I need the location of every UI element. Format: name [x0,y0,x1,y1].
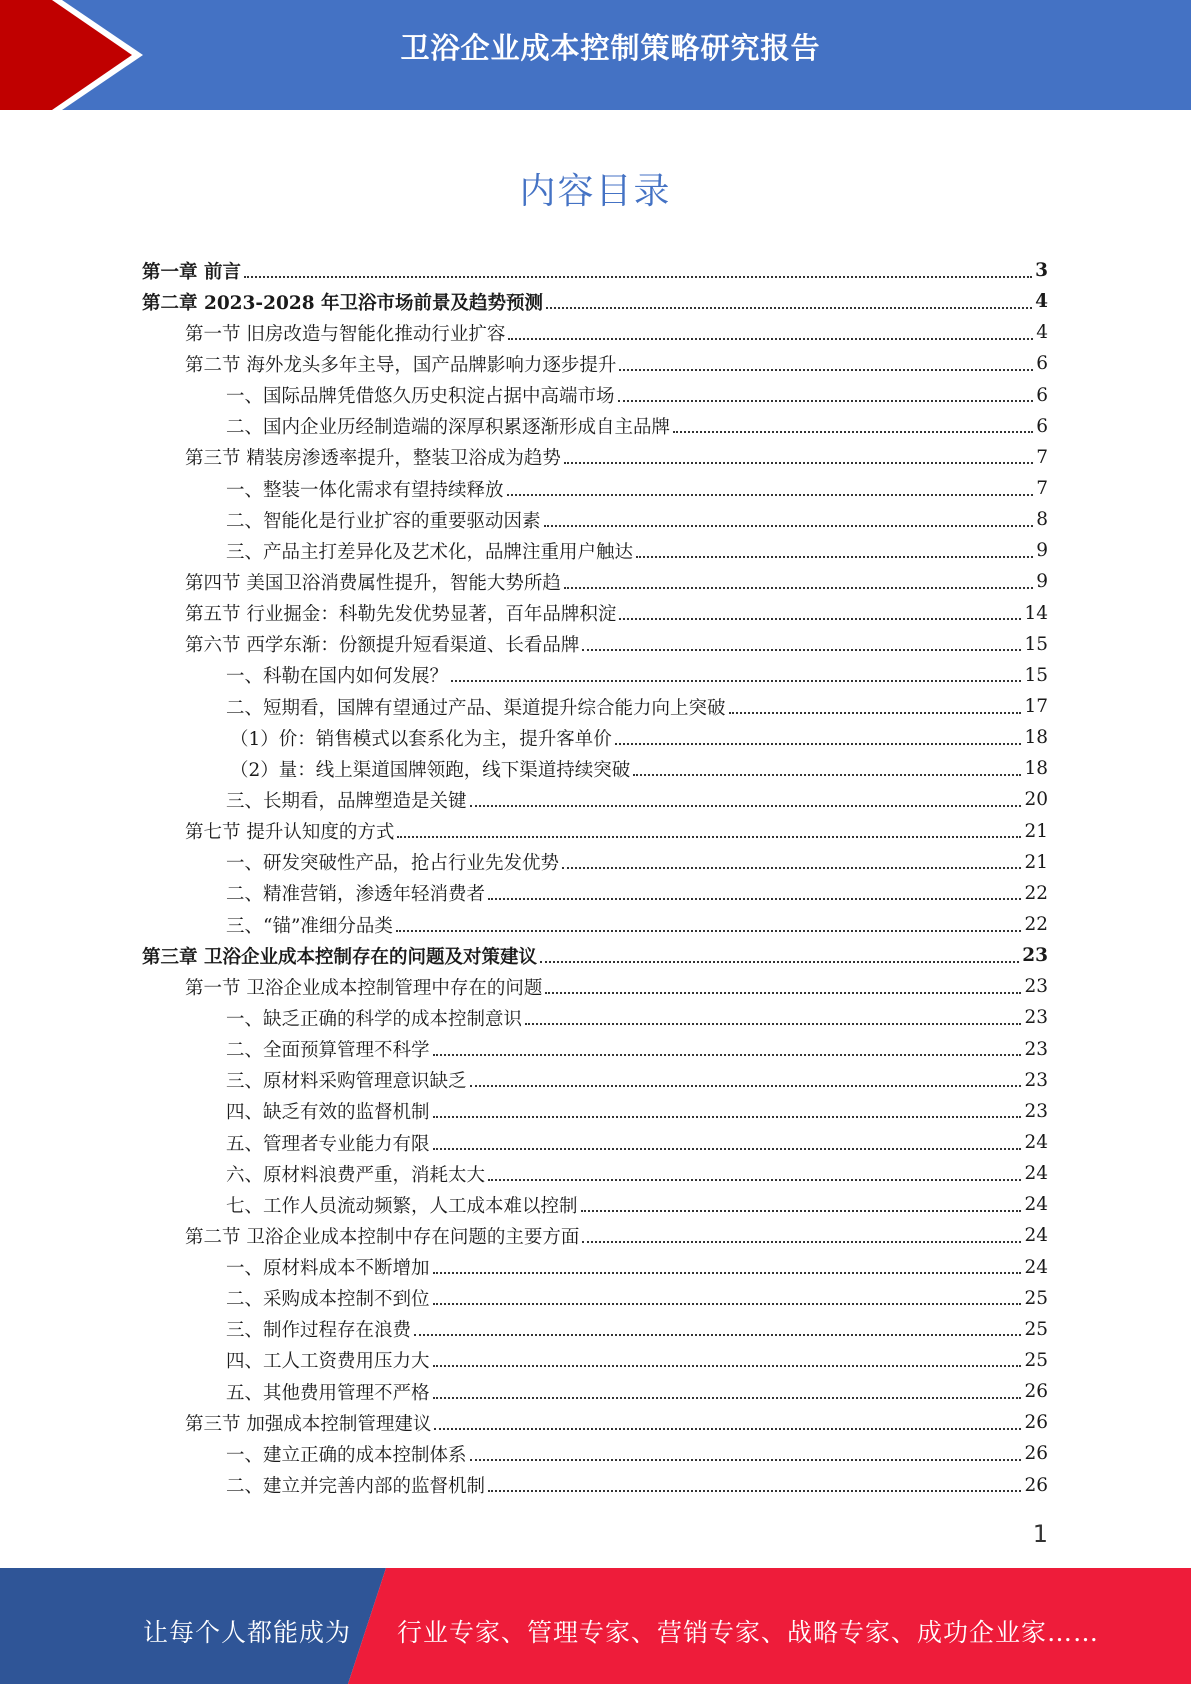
toc-entry-title: 一、建立正确的成本控制体系 [226,1444,467,1466]
toc-entry-title: 第六节 西学东渐：份额提升短看渠道、长看品牌 [185,635,580,657]
toc-entry-title: 三、制作过程存在浪费 [226,1320,412,1342]
toc-dot-leader [434,1428,1021,1430]
toc-entry[interactable] [142,660,1048,691]
toc-entry[interactable] [142,629,1048,660]
toc-entry-page: 26 [1024,1443,1048,1465]
toc-entry-page: 7 [1036,478,1048,500]
toc-entry[interactable] [142,1314,1048,1345]
toc-dot-leader [470,1085,1022,1087]
toc-entry[interactable] [142,535,1048,566]
toc-entry-page: 3 [1035,260,1048,282]
toc-entry-page: 9 [1036,571,1048,593]
toc-entry[interactable] [142,691,1048,722]
toc-dot-leader [615,743,1022,745]
toc-dot-leader [433,1303,1022,1305]
toc-entry-page: 24 [1024,1256,1048,1278]
toc-entry[interactable] [142,1407,1048,1438]
toc-dot-leader [433,1397,1022,1399]
toc-entry-title: （2）量：线上渠道国牌领跑，线下渠道持续突破 [230,759,631,781]
toc-dot-leader [433,1116,1022,1118]
toc-entry-page: 24 [1024,1225,1048,1247]
toc-dot-leader [564,587,1033,589]
toc-entry-page: 24 [1024,1132,1048,1153]
toc-entry-title: 第一节 旧房改造与智能化推动行业扩容 [185,323,506,345]
toc-dot-leader [636,556,1033,558]
toc-entry-title: 第三节 精装房渗透率提升，整装卫浴成为趋势 [185,448,561,470]
toc-dot-leader [488,1179,1021,1181]
toc-entry-title: 四、工人工资费用压力大 [226,1351,430,1373]
toc-entry[interactable] [142,1345,1048,1376]
toc-entry-page: 23 [1022,945,1048,967]
toc-entry-page: 22 [1024,914,1048,936]
toc-entry[interactable] [142,816,1048,847]
toc-entry[interactable] [142,1127,1048,1158]
toc-dot-leader [451,680,1021,682]
toc-dot-leader [488,898,1021,900]
toc-entry[interactable] [142,348,1048,379]
toc-entry[interactable] [142,1469,1048,1500]
page-footer [0,1568,1191,1684]
toc-entry-title: （1）价：销售模式以套系化为主，提升客单价 [230,728,612,750]
toc-entry-page: 23 [1024,1069,1048,1091]
toc-entry-page: 24 [1024,1163,1048,1185]
toc-entry-title: 三、原材料采购管理意识缺乏 [226,1071,467,1093]
toc-dot-leader [544,525,1034,527]
toc-dot-leader [433,1272,1022,1274]
toc-entry-page: 4 [1035,291,1048,313]
toc-entry[interactable] [142,1158,1048,1189]
toc-entry-title: 三、产品主打差异化及艺术化，品牌注重用户触达 [226,541,634,563]
toc-entry[interactable] [142,286,1048,317]
toc-entry-title: 一、缺乏正确的科学的成本控制意识 [226,1008,523,1030]
toc-entry-title: 七、工作人员流动频繁，人工成本难以控制 [226,1195,578,1217]
toc-dot-leader [433,1148,1022,1150]
toc-entry-title: 第七节 提升认知度的方式 [185,822,395,844]
toc-entry-title: 二、国内企业历经制造端的深厚积累逐渐形成自主品牌 [226,417,671,439]
toc-entry[interactable] [142,1283,1048,1314]
toc-entry-page: 6 [1036,415,1048,437]
toc-entry[interactable] [142,317,1048,348]
toc-entry[interactable] [142,847,1048,878]
toc-entry-page: 23 [1024,976,1048,998]
toc-entry[interactable] [142,566,1048,597]
toc-entry-title: 一、整装一体化需求有望持续释放 [226,479,504,501]
toc-entry-title: 二、采购成本控制不到位 [226,1289,430,1311]
toc-dot-leader [582,649,1021,651]
header-title: 卫浴企业成本控制策略研究报告 [400,31,821,65]
toc-entry-page: 25 [1024,1349,1048,1371]
toc-entry-title: 第二章 2023-2028 年卫浴市场前景及趋势预测 [142,292,544,314]
toc-entry-page: 8 [1036,509,1048,531]
toc-dot-leader [582,1241,1021,1243]
toc-entry[interactable] [142,878,1048,909]
toc-entry[interactable] [142,1034,1048,1065]
toc-entry-title: 一、原材料成本不断增加 [226,1258,430,1280]
toc-entry-page: 23 [1024,1038,1048,1060]
toc-entry[interactable] [142,380,1048,411]
toc-entry-title: 二、全面预算管理不科学 [226,1040,430,1062]
toc-dot-leader [673,431,1033,433]
toc-entry-title: 第四节 美国卫浴消费属性提升，智能大势所趋 [185,572,561,594]
toc-dot-leader [507,494,1034,496]
toc-dot-leader [508,338,1033,340]
toc-entry-title: 二、短期看，国牌有望通过产品、渠道提升综合能力向上突破 [226,697,726,719]
toc-entry[interactable] [142,598,1048,629]
toc-entry[interactable] [142,1376,1048,1407]
toc-dot-leader [396,930,1022,932]
toc-entry-title: 一、研发突破性产品，抢占行业先发优势 [226,853,560,875]
toc-dot-leader [397,836,1021,838]
footer-slogan-left: 让每个人都能成为 [143,1618,352,1647]
page-header [0,0,1191,110]
toc-entry-page: 26 [1024,1474,1048,1496]
toc-entry-page: 26 [1024,1412,1048,1434]
toc-entry-page: 21 [1024,820,1048,842]
toc-entry[interactable] [142,473,1048,504]
toc-entry-page: 14 [1024,602,1048,624]
toc-entry[interactable] [142,971,1048,1002]
toc-entry-title: 第一节 卫浴企业成本控制管理中存在的问题 [185,977,543,999]
toc-dot-leader [433,1054,1022,1056]
toc-dot-leader [414,1334,1021,1336]
toc-entry[interactable] [142,753,1048,784]
toc-dot-leader [545,992,1021,994]
toc-entry[interactable] [142,784,1048,815]
toc-entry-page: 23 [1024,1100,1048,1122]
toc-entry[interactable] [142,255,1048,286]
toc-heading: 内容目录 [519,171,672,212]
toc-entry-page: 4 [1036,322,1048,344]
toc-dot-leader [546,307,1032,309]
toc-dot-leader [525,1023,1021,1025]
toc-dot-leader [729,712,1022,714]
footer-slogan-right: 行业专家、管理专家、营销专家、战略专家、成功企业家…… [397,1618,1100,1647]
toc-entry-title: 六、原材料浪费严重，消耗太大 [226,1164,486,1186]
toc-entry[interactable] [142,411,1048,442]
toc-entry-page: 22 [1024,882,1048,904]
toc-entry-title: 三、长期看，品牌塑造是关键 [226,790,467,812]
toc-entry-page: 26 [1024,1381,1048,1403]
toc-entry-page: 18 [1024,758,1048,780]
toc-entry-page: 17 [1024,696,1048,718]
toc-entry-page: 6 [1036,384,1048,406]
toc-dot-leader [488,1490,1021,1492]
toc-entry-page: 9 [1036,540,1048,562]
toc-dot-leader [619,618,1021,620]
toc-entry[interactable] [142,909,1048,940]
toc-dot-leader [470,805,1022,807]
toc-dot-leader [564,462,1033,464]
toc-entry-page: 25 [1024,1287,1048,1309]
toc-dot-leader [244,276,1032,278]
toc-entry[interactable] [142,504,1048,535]
toc-entry-page: 18 [1024,727,1048,749]
toc-entry[interactable] [142,1065,1048,1096]
toc-dot-leader [581,1210,1022,1212]
table-of-contents [142,255,1048,1501]
toc-entry-title: 一、国际品牌凭借悠久历史积淀占据中高端市场 [226,386,615,408]
toc-entry[interactable] [142,722,1048,753]
toc-entry-page: 24 [1024,1194,1048,1216]
page-number: 1 [1032,1520,1048,1548]
toc-entry-page: 15 [1024,633,1048,655]
toc-entry-title: 第二节 卫浴企业成本控制中存在问题的主要方面 [185,1226,580,1248]
toc-dot-leader [618,400,1034,402]
toc-entry-title: 第三章 卫浴企业成本控制存在的问题及对策建议 [142,946,537,968]
toc-entry[interactable] [142,1438,1048,1469]
toc-entry-page: 20 [1024,789,1048,811]
toc-entry[interactable] [142,1002,1048,1033]
toc-entry-title: 一、科勒在国内如何发展？ [226,666,449,688]
toc-entry[interactable] [142,1252,1048,1283]
toc-dot-leader [433,1365,1022,1367]
toc-entry-title: 二、建立并完善内部的监督机制 [226,1476,486,1498]
toc-entry[interactable] [142,940,1048,971]
toc-entry-title: 第三节 加强成本控制管理建议 [185,1413,432,1435]
toc-entry-title: 第五节 行业掘金：科勒先发优势显著，百年品牌积淀 [185,604,617,626]
toc-dot-leader [540,961,1019,963]
toc-entry-page: 7 [1036,446,1048,468]
toc-entry-title: 二、精准营销，渗透年轻消费者 [226,884,486,906]
toc-entry[interactable] [142,442,1048,473]
toc-entry-page: 15 [1024,664,1048,686]
toc-entry-title: 五、管理者专业能力有限 [226,1133,430,1155]
toc-entry-title: 第一章 前言 [142,261,241,283]
toc-entry[interactable] [142,1189,1048,1220]
toc-entry-title: 第二节 海外龙头多年主导，国产品牌影响力逐步提升 [185,354,617,376]
toc-entry-page: 21 [1024,851,1048,873]
toc-dot-leader [619,369,1033,371]
toc-dot-leader [633,774,1021,776]
toc-dot-leader [562,867,1021,869]
toc-dot-leader [470,1459,1022,1461]
toc-entry-title: 二、智能化是行业扩容的重要驱动因素 [226,510,541,532]
toc-entry-page: 6 [1036,353,1048,375]
toc-entry[interactable] [142,1220,1048,1251]
toc-entry[interactable] [142,1096,1048,1127]
toc-entry-title: 三、“锚”准细分品类 [226,915,393,937]
toc-entry-page: 25 [1024,1318,1048,1340]
toc-entry-page: 23 [1024,1007,1048,1029]
toc-entry-title: 四、缺乏有效的监督机制 [226,1102,430,1124]
toc-entry-title: 五、其他费用管理不严格 [226,1382,430,1404]
